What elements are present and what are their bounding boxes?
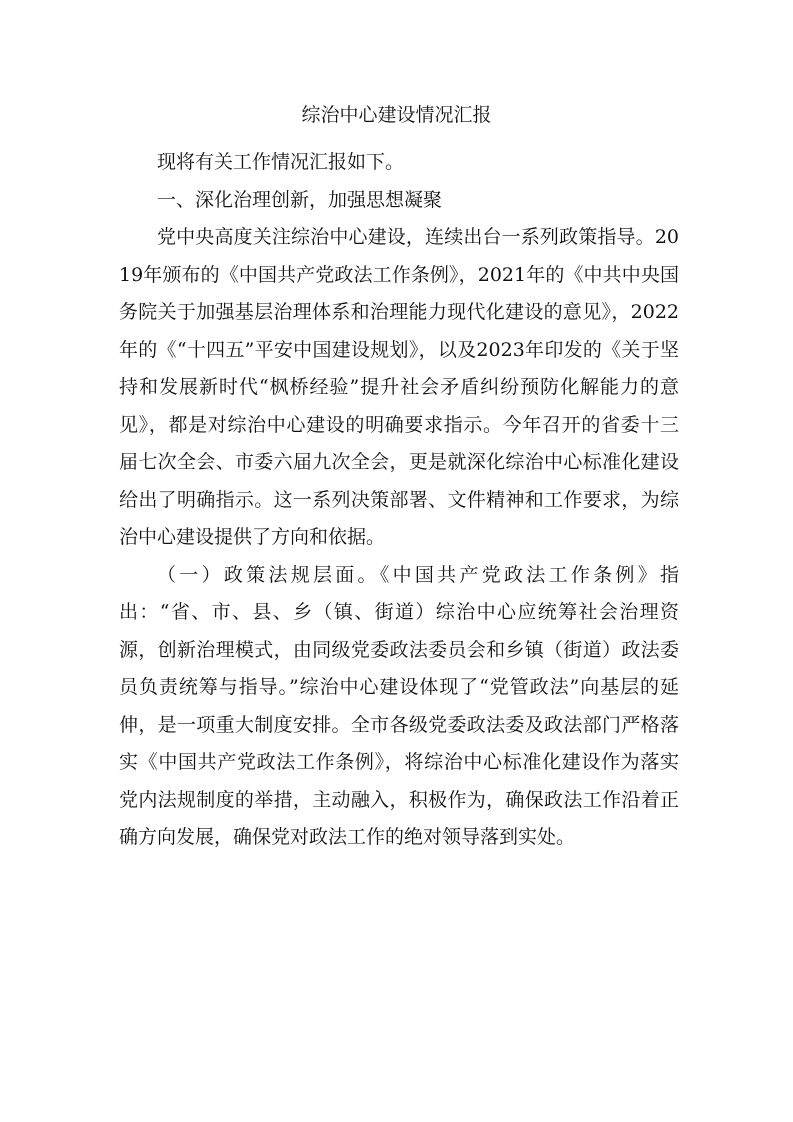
paragraph-policy-regulations: （一）政策法规层面。《中国共产党政法工作条例》指出：“省、市、县、乡（镇、街道）综治中心应统筹社会治理资源，创新治理模式，由同级党委政法委员会和乡镇（街道）政法委员负责统筹与指导。”综治中心建设体现了“党管政法”向基层的延伸，是一项重大制度安排。全市各级党委政法委及政法部门严格落实《中国共产党政法工作条例》，将综治中心标准化建设作为落实党内法规制度的举措，主动融入，积极作为，确保政法工作沿着正确方向发展，确保党对政法工作的绝对领导落到实处。 [119, 563, 679, 848]
paragraph-intro: 现将有关工作情况汇报如下。 [157, 151, 405, 173]
section-heading-1: 一、深化治理创新，加强思想凝聚 [157, 188, 443, 211]
document-title: 综治中心建设情况汇报 [301, 104, 492, 126]
paragraph-policy-overview: 党中央高度关注综治中心建设，连续出台一系列政策指导。2019年颁布的《中国共产党政法工作条例》，2021年的《中共中央国务院关于加强基层治理体系和治理能力现代化建设的意见》，2022年的《“十四五”平安中国建设规划》，以及2023年印发的《关于坚持和发展新时代“枫桥经验”提升社会矛盾纠纷预防化解能力的意见》，都是对综治中心建设的明确要求指示。今年召开的省委十三届七次全会、市委六届九次全会，更是就深化综治中心标准化建设给出了明确指示。这一系列决策部署、文件精神和工作要求，为综治中心建设提供了方向和依据。 [119, 226, 679, 548]
document-body [119, 144, 679, 857]
